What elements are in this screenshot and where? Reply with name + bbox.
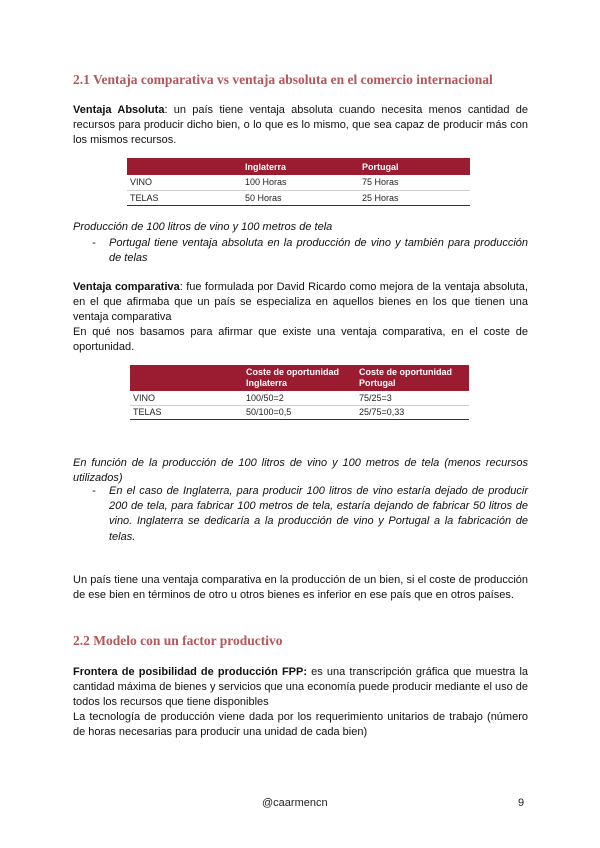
oc-table-header-empty xyxy=(130,365,243,391)
comparative-advantage-definition: : fue formulada por David Ricardo como mejora de la ventaja absoluta, en el que afirmaba que un país se especializa en aquellos bienes en los que tienen una ventaja comparativa xyxy=(73,281,528,324)
absolute-advantage-paragraph xyxy=(73,103,528,149)
absolute-advantage-definition: : un país tiene ventaja absoluta cuando necesita menos cantidad de recursos para producir dicho bien, o lo que es lo mismo, que sea capaz de producir más con los mismos recursos. xyxy=(73,104,528,147)
production-note-1: Producción de 100 litros de vino y 100 metros de tela xyxy=(73,221,333,233)
opportunity-cost-table xyxy=(130,365,469,420)
table-cell: 100/50=2 xyxy=(243,391,356,405)
table-row xyxy=(130,391,469,405)
table-cell: VINO xyxy=(127,175,242,190)
dash-bullet-icon: - xyxy=(92,237,96,249)
bullet-item-inglaterra xyxy=(92,484,528,545)
table-cell: 25/75=0,33 xyxy=(356,405,469,419)
table-cell: 25 Horas xyxy=(359,190,470,205)
footer-author: @caarmencn xyxy=(262,797,328,809)
table-row xyxy=(127,175,470,190)
fpp-paragraph xyxy=(73,665,528,711)
table-cell: 75 Horas xyxy=(359,175,470,190)
table-row xyxy=(130,405,469,419)
comparative-advantage-paragraph xyxy=(73,280,528,326)
section-heading-2-2: 2.2 Modelo con un factor productivo xyxy=(73,633,283,648)
hours-table xyxy=(127,158,470,206)
bullet-text: Portugal tiene ventaja absoluta en la producción de vino y también para producción de telas xyxy=(109,237,528,265)
table-cell: TELAS xyxy=(127,190,242,205)
conclusion-paragraph: Un país tiene una ventaja comparativa en la producción de un bien, si el coste de producción de ese bien en términos de otro u otros bienes es inferior en ese país que en otros países. xyxy=(73,574,528,602)
table-cell: TELAS xyxy=(130,405,243,419)
table-cell: 50 Horas xyxy=(242,190,359,205)
hours-table-header-empty xyxy=(127,158,242,175)
hours-table-header-inglaterra: Inglaterra xyxy=(242,158,359,175)
bullet-text: En el caso de Inglaterra, para producir 100 litros de vino estaría dejado de producir 200 de tela, para fabricar 100 metros de tela, estaría dejando de fabricar 50 litros de vino. Inglaterra se dedicaría a la producción de vino y Portugal a la fabricación de telas. xyxy=(109,485,528,543)
page-number: 9 xyxy=(518,797,525,809)
fpp-definition: es una transcripción gráfica que muestra la cantidad máxima de bienes y servicios que una economía puede producir mediante el uso de todos los recursos que tiene disponibles xyxy=(73,666,529,709)
table-cell: VINO xyxy=(130,391,243,405)
technology-paragraph: La tecnología de producción viene dada por los requerimiento unitarios de trabajo (número de horas necesarias para producir una unidad de cada bien) xyxy=(73,711,528,739)
dash-bullet-icon: - xyxy=(92,485,96,497)
fpp-term: Frontera de posibilidad de producción FPP: xyxy=(73,666,308,678)
comparative-advantage-term: Ventaja comparativa xyxy=(73,281,180,293)
opportunity-cost-paragraph: En qué nos basamos para afirmar que existe una ventaja comparativa, en el coste de oportunidad. xyxy=(73,326,528,354)
table-cell: 50/100=0,5 xyxy=(243,405,356,419)
table-cell: 100 Horas xyxy=(242,175,359,190)
oc-table-header-inglaterra: Coste de oportunidad Inglaterra xyxy=(243,365,356,391)
section-heading-2-1: 2.1 Ventaja comparativa vs ventaja absoluta en el comercio internacional xyxy=(73,72,493,87)
hours-table-header-portugal: Portugal xyxy=(359,158,470,175)
bullet-item-portugal xyxy=(92,236,528,266)
table-row xyxy=(127,190,470,205)
oc-table-header-portugal: Coste de oportunidad Portugal xyxy=(356,365,469,391)
table-cell: 75/25=3 xyxy=(356,391,469,405)
production-note-2: En función de la producción de 100 litros de vino y 100 metros de tela (menos recursos utilizados) xyxy=(73,457,528,485)
absolute-advantage-term: Ventaja Absoluta xyxy=(73,104,165,116)
